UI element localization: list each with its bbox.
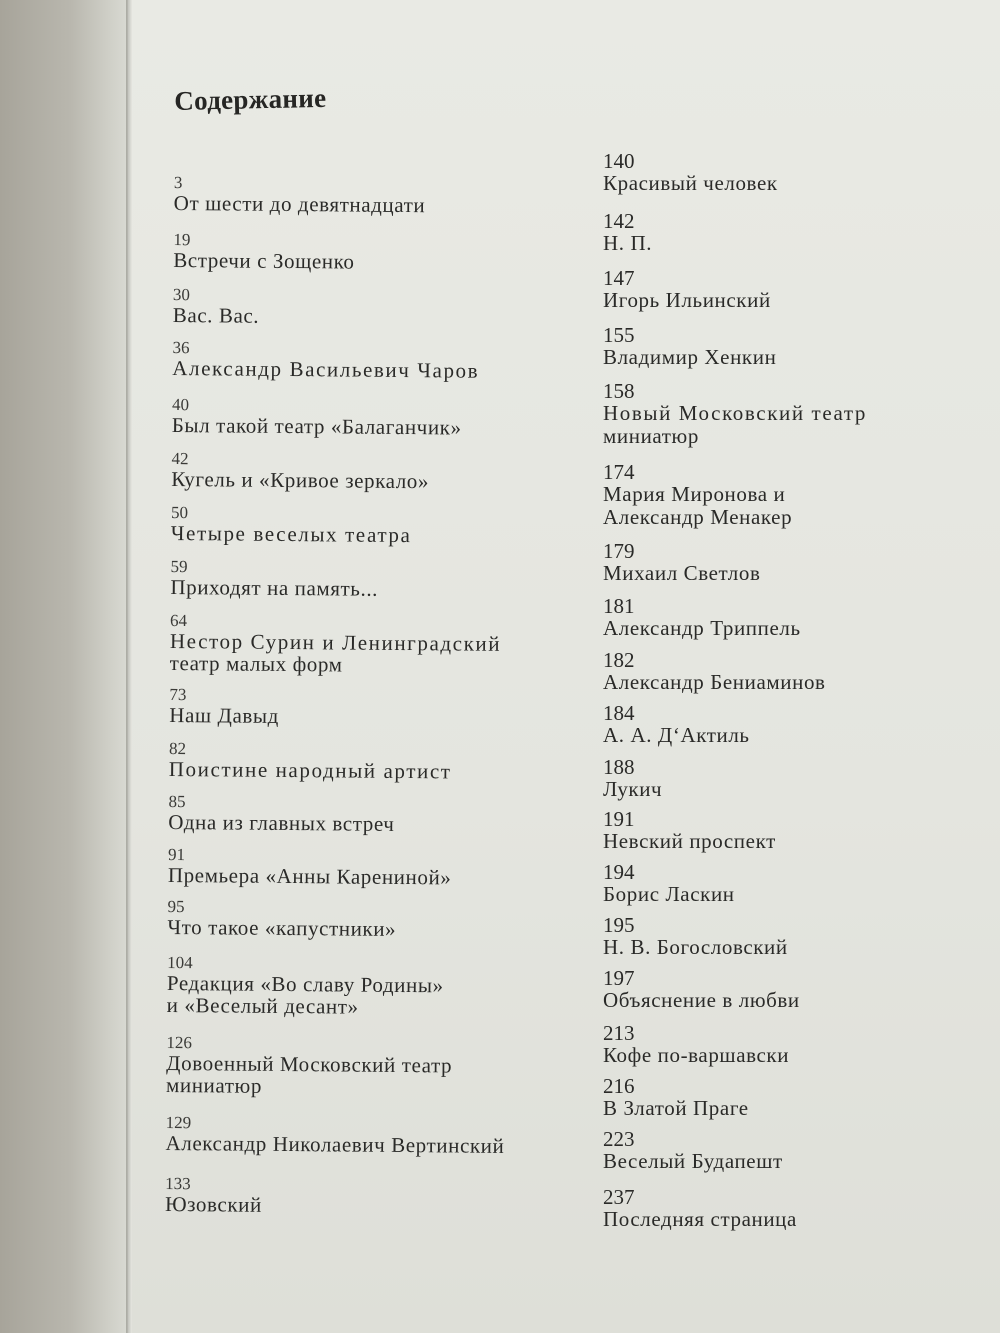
toc-title: Кофе по-варшавски <box>603 1043 790 1067</box>
toc-title-continuation: миниатюр <box>603 424 699 448</box>
toc-page-number: 182 <box>603 648 635 672</box>
toc-title: Нестор Сурин и Ленинградский <box>169 628 502 656</box>
toc-entry <box>603 540 761 585</box>
toc-page-number: 223 <box>603 1127 635 1151</box>
toc-page-number: 82 <box>168 738 187 759</box>
toc-entry <box>603 267 771 312</box>
toc-title: В Златой Праге <box>603 1096 749 1120</box>
toc-entry <box>173 286 260 327</box>
toc-title: Александр Васильевич Чаров <box>172 355 480 383</box>
toc-page-number: 73 <box>169 684 187 705</box>
toc-entry <box>603 1075 749 1120</box>
toc-title: Премьера «Анны Карениной» <box>167 862 452 890</box>
toc-title: Поистине народный артист <box>168 756 452 784</box>
toc-entry <box>603 1186 797 1231</box>
toc-title: Приходят на память... <box>170 574 379 601</box>
toc-title: Мария Миронова и <box>603 482 786 506</box>
toc-title: Объяснение в любви <box>603 988 800 1012</box>
toc-page-number: 140 <box>603 149 635 173</box>
toc-entry <box>603 756 662 801</box>
toc-entry <box>603 702 750 747</box>
toc-page-number: 30 <box>172 284 191 305</box>
toc-title: Последняя страница <box>603 1207 797 1231</box>
toc-title: Александр Бениаминов <box>603 670 826 694</box>
toc-page-number: 126 <box>166 1032 193 1053</box>
toc-entry <box>165 1114 504 1157</box>
toc-title-continuation: театр малых форм <box>169 650 343 677</box>
toc-entry <box>167 898 396 940</box>
toc-page-number: 19 <box>173 229 191 250</box>
toc-entry <box>165 1175 262 1216</box>
toc-page-number: 195 <box>603 913 635 937</box>
toc-page-number: 91 <box>167 844 186 865</box>
toc-entry <box>603 461 792 529</box>
book-spine <box>0 0 128 1333</box>
toc-page-number: 50 <box>170 502 189 523</box>
toc-page-number: 184 <box>603 701 635 725</box>
toc-entry <box>172 339 479 382</box>
toc-entry <box>169 686 279 727</box>
toc-entry <box>603 1022 789 1067</box>
toc-title-continuation: Александр Менакер <box>603 505 793 529</box>
toc-page-number: 129 <box>165 1112 192 1133</box>
toc-title: Н. П. <box>603 231 653 255</box>
toc-page-number: 3 <box>173 173 183 193</box>
toc-page-number: 104 <box>167 952 193 973</box>
toc-page-number: 95 <box>167 896 185 917</box>
toc-page-number: 179 <box>603 539 635 563</box>
toc-entry <box>168 846 452 888</box>
toc-entry <box>167 954 444 1018</box>
toc-entry <box>603 210 652 255</box>
toc-page-number: 188 <box>603 755 635 779</box>
toc-title: Четыре веселых театра <box>170 520 412 548</box>
toc-title: Владимир Хенкин <box>603 345 777 369</box>
toc-page-number: 59 <box>170 556 188 577</box>
toc-entry <box>168 793 394 835</box>
toc-entry <box>166 1034 453 1098</box>
toc-entry <box>174 174 426 216</box>
toc-entry <box>603 967 800 1012</box>
toc-page-number: 237 <box>603 1185 635 1209</box>
toc-page-number: 155 <box>603 323 635 347</box>
toc-title: Александр Николаевич Вертинский <box>165 1130 505 1158</box>
toc-entry <box>170 612 502 677</box>
toc-title: Новый Московский театр <box>603 401 868 425</box>
toc-page-number: 142 <box>603 209 635 233</box>
toc-page-number: 181 <box>603 594 635 618</box>
toc-entry <box>603 808 776 853</box>
toc-title: Одна из главных встреч <box>168 809 395 836</box>
toc-title: Был такой театр «Балаганчик» <box>171 412 462 440</box>
toc-page-number: 191 <box>603 807 635 831</box>
toc-entry <box>603 150 778 195</box>
toc-entry <box>603 380 867 448</box>
page-title: Содержание <box>174 82 327 116</box>
toc-page-number: 64 <box>170 610 188 631</box>
toc-title: Невский проспект <box>603 829 776 853</box>
toc-page-number: 85 <box>168 791 186 812</box>
toc-entry <box>603 595 801 640</box>
toc-title: Игорь Ильинский <box>603 288 771 312</box>
toc-title: Довоенный Московский театр <box>166 1050 453 1078</box>
toc-title: От шести до девятнадцати <box>173 190 426 218</box>
toc-title: Юзовский <box>164 1191 262 1217</box>
toc-entry <box>172 396 462 439</box>
toc-title: Красивый человек <box>603 171 778 195</box>
toc-entry <box>170 558 378 600</box>
toc-page-number: 213 <box>603 1021 635 1045</box>
toc-page-number: 36 <box>172 337 190 358</box>
toc-entry <box>603 1128 783 1173</box>
toc-title: Веселый Будапешт <box>603 1149 783 1173</box>
toc-page-number: 40 <box>171 394 190 415</box>
toc-page-number: 197 <box>603 966 635 990</box>
toc-page-number: 147 <box>603 266 635 290</box>
toc-entry <box>173 231 355 273</box>
toc-entry <box>603 914 788 959</box>
toc-title-continuation: и «Веселый десант» <box>166 992 359 1019</box>
toc-title: Что такое «капустники» <box>167 914 397 941</box>
toc-page-number: 133 <box>165 1173 191 1194</box>
toc-title: Александр Триппель <box>603 616 801 640</box>
toc-title: Кугель и «Кривое зеркало» <box>171 466 430 494</box>
toc-entry <box>603 649 826 694</box>
toc-title: Борис Ласкин <box>603 882 735 906</box>
toc-title: Наш Давыд <box>169 702 280 728</box>
toc-title: Михаил Светлов <box>603 561 761 585</box>
toc-page-number: 158 <box>603 379 635 403</box>
toc-entry <box>603 861 735 906</box>
toc-title-continuation: миниатюр <box>165 1072 263 1098</box>
toc-entry <box>171 504 412 546</box>
toc-title: Лукич <box>603 777 663 801</box>
toc-entry <box>169 740 452 782</box>
toc-title: Встречи с Зощенко <box>173 247 355 274</box>
toc-page-number: 42 <box>171 448 189 469</box>
toc-entry <box>603 324 776 369</box>
toc-entry <box>171 450 429 492</box>
toc-title: А. А. Д‘Актиль <box>603 723 750 747</box>
toc-title: Вас. Вас. <box>172 302 260 328</box>
toc-page-number: 216 <box>603 1074 635 1098</box>
toc-page-number: 174 <box>603 460 635 484</box>
toc-title: Редакция «Во славу Родины» <box>166 970 444 998</box>
toc-title: Н. В. Богословский <box>603 935 788 959</box>
toc-page-number: 194 <box>603 860 635 884</box>
